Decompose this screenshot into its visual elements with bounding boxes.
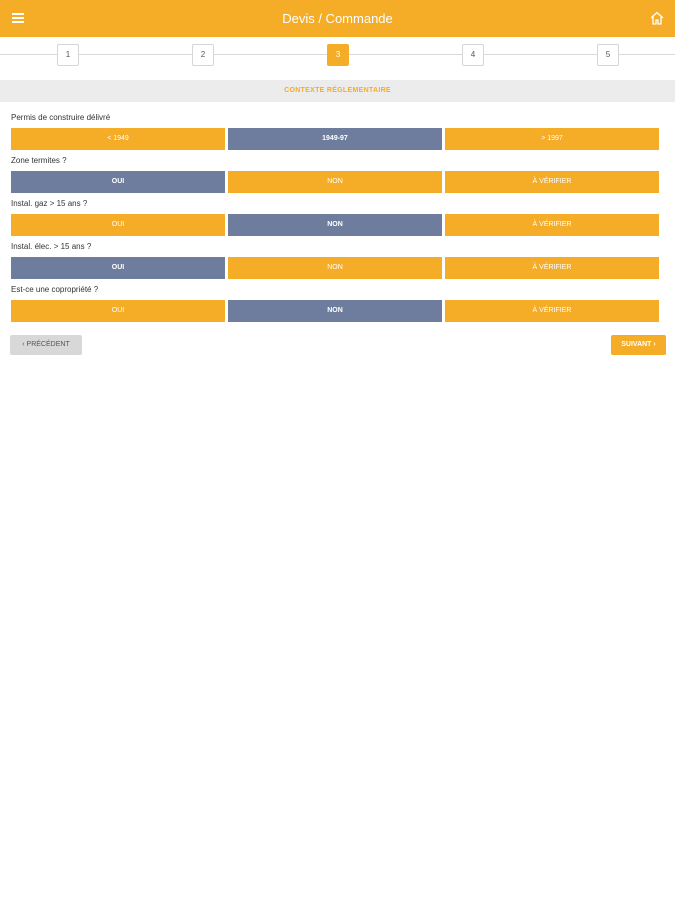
- step-1[interactable]: 1: [57, 44, 79, 66]
- question-label-copropriete: Est-ce une copropriété ?: [11, 285, 99, 294]
- option-termites-oui[interactable]: OUI: [11, 171, 225, 193]
- question-label-elec: Instal. élec. > 15 ans ?: [11, 242, 92, 251]
- option-gaz-verifier[interactable]: À VÉRIFIER: [445, 214, 659, 236]
- option-elec-oui[interactable]: OUI: [11, 257, 225, 279]
- home-icon[interactable]: [649, 10, 665, 26]
- option-copro-verifier[interactable]: À VÉRIFIER: [445, 300, 659, 322]
- page-title: Devis / Commande: [282, 11, 393, 26]
- option-group-gaz: [11, 214, 660, 236]
- option-termites-verifier[interactable]: À VÉRIFIER: [445, 171, 659, 193]
- section-title: CONTEXTE RÉGLEMENTAIRE: [0, 80, 675, 102]
- step-3[interactable]: 3: [327, 44, 349, 66]
- option-group-permis: [11, 128, 660, 150]
- next-button[interactable]: SUIVANT ›: [611, 335, 666, 355]
- option-after-1997[interactable]: > 1997: [445, 128, 659, 150]
- step-5[interactable]: 5: [597, 44, 619, 66]
- option-elec-non[interactable]: NON: [228, 257, 442, 279]
- option-before-1949[interactable]: < 1949: [11, 128, 225, 150]
- option-termites-non[interactable]: NON: [228, 171, 442, 193]
- option-1949-97[interactable]: 1949-97: [228, 128, 442, 150]
- option-copro-non[interactable]: NON: [228, 300, 442, 322]
- option-group-termites: [11, 171, 660, 193]
- question-label-permis: Permis de construire délivré: [11, 113, 111, 122]
- option-copro-oui[interactable]: OUI: [11, 300, 225, 322]
- option-elec-verifier[interactable]: À VÉRIFIER: [445, 257, 659, 279]
- option-gaz-non[interactable]: NON: [228, 214, 442, 236]
- question-label-termites: Zone termites ?: [11, 156, 67, 165]
- option-group-copropriete: [11, 300, 660, 322]
- step-indicator: [0, 43, 675, 67]
- option-gaz-oui[interactable]: OUI: [11, 214, 225, 236]
- previous-button[interactable]: ‹ PRÉCÉDENT: [10, 335, 82, 355]
- step-2[interactable]: 2: [192, 44, 214, 66]
- step-4[interactable]: 4: [462, 44, 484, 66]
- question-label-gaz: Instal. gaz > 15 ans ?: [11, 199, 88, 208]
- option-group-elec: [11, 257, 660, 279]
- app-header: [0, 0, 675, 37]
